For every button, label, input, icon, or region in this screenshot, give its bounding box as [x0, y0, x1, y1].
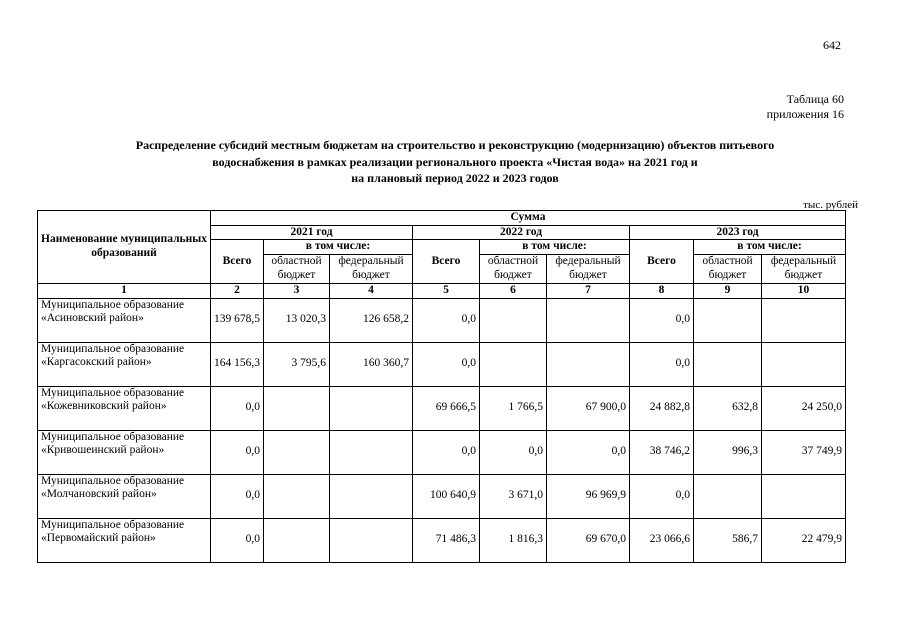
amount-cell: 0,0 — [413, 430, 480, 474]
amount-cell: 160 360,7 — [330, 342, 413, 386]
col-number: 6 — [480, 283, 547, 298]
amount-cell — [480, 298, 547, 342]
table-row — [38, 518, 846, 562]
amount-cell: 38 746,2 — [630, 430, 694, 474]
amount-cell: 586,7 — [694, 518, 762, 562]
col-number: 7 — [547, 283, 630, 298]
municipality-name: Муниципальное образование «Первомайский район» — [38, 518, 211, 562]
header-total-2022: Всего — [413, 240, 480, 284]
municipality-name: Муниципальное образование «Каргасокский район» — [38, 342, 211, 386]
municipality-name: Муниципальное образование «Кривошеинский район» — [38, 430, 211, 474]
amount-cell: 22 479,9 — [762, 518, 846, 562]
amount-cell — [694, 342, 762, 386]
table-row — [38, 386, 846, 430]
table-row — [38, 298, 846, 342]
title-line2: водоснабжения в рамках реализации регионального проекта «Чистая вода» на 2021 год и — [212, 154, 698, 169]
table-row — [38, 342, 846, 386]
header-federal-2021: федеральный бюджет — [330, 254, 413, 283]
amount-cell: 24 882,8 — [630, 386, 694, 430]
amount-cell — [264, 386, 330, 430]
col-number: 2 — [211, 283, 264, 298]
header-total-2023: Всего — [630, 240, 694, 284]
amount-cell: 1 766,5 — [480, 386, 547, 430]
page-number: 642 — [823, 38, 841, 52]
col-number: 10 — [762, 283, 846, 298]
amount-cell: 3 671,0 — [480, 474, 547, 518]
amount-cell — [547, 298, 630, 342]
amount-cell: 0,0 — [413, 298, 480, 342]
header-total-2021: Всего — [211, 240, 264, 284]
amount-cell — [330, 518, 413, 562]
amount-cell: 0,0 — [211, 386, 264, 430]
amount-cell: 0,0 — [630, 474, 694, 518]
amount-cell — [480, 342, 547, 386]
amount-cell: 632,8 — [694, 386, 762, 430]
col-number: 1 — [38, 283, 211, 298]
units-label: тыс. рублей — [803, 199, 858, 211]
amount-cell: 24 250,0 — [762, 386, 846, 430]
header-name-column: Наименование муниципальных образований — [38, 211, 211, 284]
table-row — [38, 474, 846, 518]
amount-cell: 67 900,0 — [547, 386, 630, 430]
amount-cell — [330, 430, 413, 474]
amount-cell — [694, 474, 762, 518]
amount-cell: 996,3 — [694, 430, 762, 474]
amount-cell — [694, 298, 762, 342]
header-year-2022: 2022 год — [413, 225, 630, 240]
title-line1: Распределение субсидий местным бюджетам на строительство и реконструкцию (модернизацию) объектов питьевого — [135, 138, 775, 152]
amount-cell: 0,0 — [630, 342, 694, 386]
header-federal-2022: федеральный бюджет — [547, 254, 630, 283]
document-title — [40, 137, 870, 187]
amount-cell: 69 666,5 — [413, 386, 480, 430]
header-regional-2022: областной бюджет — [480, 254, 547, 283]
col-number: 3 — [264, 283, 330, 298]
header-including-2022: в том числе: — [480, 240, 630, 255]
amount-cell: 13 020,3 — [264, 298, 330, 342]
amount-cell: 3 795,6 — [264, 342, 330, 386]
header-year-2023: 2023 год — [630, 225, 846, 240]
amount-cell — [762, 298, 846, 342]
col-number: 9 — [694, 283, 762, 298]
amount-cell: 96 969,9 — [547, 474, 630, 518]
amount-cell: 0,0 — [211, 474, 264, 518]
amount-cell — [264, 474, 330, 518]
amount-cell — [264, 518, 330, 562]
amount-cell — [547, 342, 630, 386]
header-regional-2021: областной бюджет — [264, 254, 330, 283]
amount-cell — [762, 474, 846, 518]
municipality-name: Муниципальное образование «Молчановский район» — [38, 474, 211, 518]
amount-cell: 1 816,3 — [480, 518, 547, 562]
amount-cell: 0,0 — [413, 342, 480, 386]
header-regional-2023: областной бюджет — [694, 254, 762, 283]
amount-cell — [330, 474, 413, 518]
amount-cell — [330, 386, 413, 430]
amount-cell: 69 670,0 — [547, 518, 630, 562]
col-number: 5 — [413, 283, 480, 298]
municipality-name: Муниципальное образование «Кожевниковский район» — [38, 386, 211, 430]
table-label-line1: Таблица 60 — [786, 92, 844, 106]
amount-cell: 0,0 — [547, 430, 630, 474]
amount-cell: 126 658,2 — [330, 298, 413, 342]
col-number: 8 — [630, 283, 694, 298]
amount-cell: 0,0 — [211, 518, 264, 562]
amount-cell: 0,0 — [480, 430, 547, 474]
amount-cell: 0,0 — [211, 430, 264, 474]
amount-cell: 164 156,3 — [211, 342, 264, 386]
header-year-2021: 2021 год — [211, 225, 413, 240]
col-number: 4 — [330, 283, 413, 298]
table-label-line2: приложения 16 — [766, 107, 844, 121]
amount-cell: 23 066,6 — [630, 518, 694, 562]
header-including-2021: в том числе: — [264, 240, 413, 255]
amount-cell: 0,0 — [630, 298, 694, 342]
table-row — [38, 430, 846, 474]
amount-cell: 71 486,3 — [413, 518, 480, 562]
header-federal-2023: федеральный бюджет — [762, 254, 846, 283]
amount-cell: 37 749,9 — [762, 430, 846, 474]
header-sum: Сумма — [211, 211, 846, 226]
municipality-name: Муниципальное образование «Асиновский район» — [38, 298, 211, 342]
subsidy-table — [37, 210, 846, 563]
amount-cell — [762, 342, 846, 386]
title-line3: на плановый период 2022 и 2023 годов — [351, 171, 559, 185]
table-label — [767, 92, 844, 122]
amount-cell: 100 640,9 — [413, 474, 480, 518]
amount-cell: 139 678,5 — [211, 298, 264, 342]
header-including-2023: в том числе: — [694, 240, 846, 255]
table-body — [38, 298, 846, 562]
amount-cell — [264, 430, 330, 474]
